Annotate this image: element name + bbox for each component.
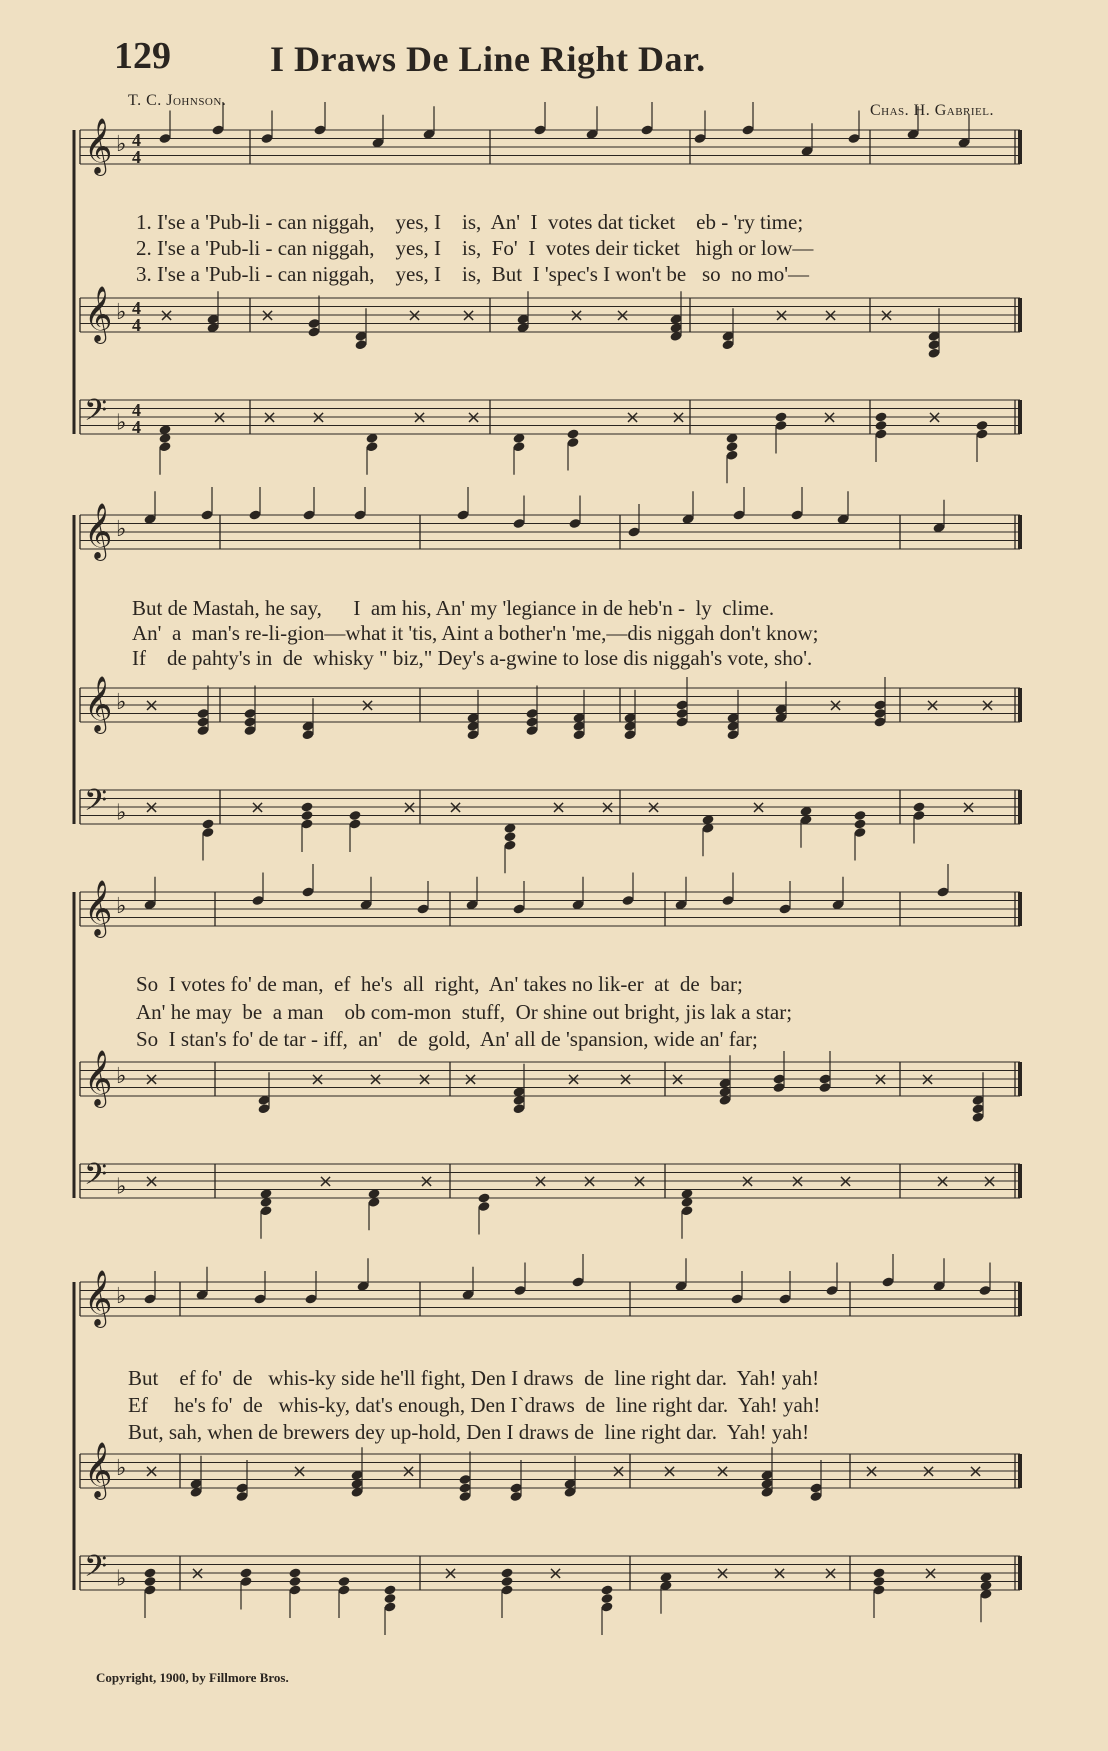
- hymn-title: I Draws De Line Right Dar.: [270, 39, 706, 79]
- rest-mark: ×: [968, 1460, 984, 1482]
- note-head: [874, 411, 887, 422]
- treble-clef: 𝄞: [84, 1270, 113, 1326]
- note-head: [143, 1567, 156, 1578]
- rest-mark: ×: [790, 1170, 806, 1192]
- note-head: [383, 1584, 396, 1595]
- rest-mark: ×: [715, 1460, 731, 1482]
- rest-mark: ×: [412, 406, 428, 428]
- rest-mark: ×: [461, 304, 477, 326]
- treble-clef: 𝄞: [84, 676, 113, 732]
- rest-mark: ×: [318, 1170, 334, 1192]
- lyric-line: Ef he's fo' de whis-ky, dat's enough, Den I`draws de line right dar. Yah! yah!: [128, 1393, 821, 1417]
- bass-clef: 𝄢: [84, 1550, 108, 1591]
- note-head: [239, 1567, 252, 1578]
- rest-mark: ×: [873, 1068, 889, 1090]
- note-head: [500, 1576, 513, 1587]
- flat-sign: ♭: [116, 410, 127, 436]
- bass-clef: 𝄢: [84, 784, 108, 825]
- rest-mark: ×: [982, 1170, 998, 1192]
- rest-mark: ×: [190, 1562, 206, 1584]
- time-signature: 4: [132, 147, 141, 167]
- note-head: [143, 1576, 156, 1587]
- note-head: [503, 831, 516, 842]
- rest-mark: ×: [144, 694, 160, 716]
- rest-mark: ×: [823, 304, 839, 326]
- rest-mark: ×: [212, 406, 228, 428]
- note-head: [500, 1567, 513, 1578]
- lyric-line: If de pahty's in de whisky " biz," Dey's a-gwine to lose dis niggah's vote, sho'.: [132, 646, 813, 670]
- rest-mark: ×: [879, 304, 895, 326]
- note-head: [477, 1192, 490, 1203]
- lyric-line: 2. I'se a 'Pub-li - can niggah, yes, I is, Fo' I votes deir ticket high or low—: [136, 236, 814, 260]
- rest-mark: ×: [920, 1068, 936, 1090]
- note-head: [600, 1584, 613, 1595]
- rest-mark: ×: [368, 1068, 384, 1090]
- flat-sign: ♭: [116, 690, 127, 715]
- rest-mark: ×: [615, 304, 631, 326]
- rest-mark: ×: [533, 1170, 549, 1192]
- rest-mark: ×: [419, 1170, 435, 1192]
- rest-mark: ×: [662, 1460, 678, 1482]
- lyric-line: 1. I'se a 'Pub-li - can niggah, yes, I is, An' I votes dat ticket eb - 'ry time;: [136, 210, 804, 234]
- bass-clef: 𝄢: [84, 1158, 108, 1199]
- note-head: [600, 1593, 613, 1604]
- rest-mark: ×: [310, 1068, 326, 1090]
- rest-mark: ×: [443, 1562, 459, 1584]
- rest-mark: ×: [751, 796, 767, 818]
- flat-sign: ♭: [116, 1174, 127, 1200]
- rest-mark: ×: [980, 694, 996, 716]
- rest-mark: ×: [715, 1562, 731, 1584]
- rest-mark: ×: [144, 796, 160, 818]
- rest-mark: ×: [463, 1068, 479, 1090]
- flat-sign: ♭: [116, 132, 127, 157]
- rest-mark: ×: [402, 796, 418, 818]
- rest-mark: ×: [925, 694, 941, 716]
- treble-clef: 𝄞: [84, 286, 113, 342]
- rest-mark: ×: [466, 406, 482, 428]
- rest-mark: ×: [632, 1170, 648, 1192]
- rest-mark: ×: [772, 1562, 788, 1584]
- rest-mark: ×: [262, 406, 278, 428]
- flat-sign: ♭: [116, 517, 127, 542]
- treble-clef: 𝄞: [84, 503, 113, 559]
- note-head: [201, 818, 214, 829]
- note-head: [288, 1567, 301, 1578]
- rest-mark: ×: [838, 1170, 854, 1192]
- lyricist-credit: T. C. Johnson.: [128, 92, 227, 109]
- rest-mark: ×: [618, 1068, 634, 1090]
- composer-credit: Chas. H. Gabriel.: [869, 102, 994, 119]
- note-head: [872, 1576, 885, 1587]
- time-signature: 4: [132, 298, 141, 318]
- lyric-line: But, sah, when de brewers dey up-hold, Den I draws de line right dar. Yah! yah!: [128, 1420, 810, 1444]
- rest-mark: ×: [569, 304, 585, 326]
- lyric-line: 3. I'se a 'Pub-li - can niggah, yes, I is, But I 'spec's I won't be so no mo'—: [136, 262, 810, 286]
- rest-mark: ×: [250, 796, 266, 818]
- rest-mark: ×: [774, 304, 790, 326]
- note-head: [348, 810, 361, 821]
- rest-mark: ×: [671, 406, 687, 428]
- rest-mark: ×: [611, 1460, 627, 1482]
- flat-sign: ♭: [116, 300, 127, 325]
- note-head: [383, 1593, 396, 1604]
- note-head: [300, 810, 313, 821]
- rest-mark: ×: [548, 1562, 564, 1584]
- time-signature: 4: [132, 315, 141, 335]
- lyric-line: But de Mastah, he say, I am his, An' my 'legiance in de heb'n - ly clime.: [132, 596, 775, 620]
- flat-sign: ♭: [116, 1456, 127, 1481]
- flat-sign: ♭: [116, 1284, 127, 1309]
- rest-mark: ×: [260, 304, 276, 326]
- rest-mark: ×: [961, 796, 977, 818]
- rest-mark: ×: [935, 1170, 951, 1192]
- note-head: [874, 420, 887, 431]
- rest-mark: ×: [822, 406, 838, 428]
- rest-mark: ×: [864, 1460, 880, 1482]
- rest-mark: ×: [600, 796, 616, 818]
- flat-sign: ♭: [116, 1566, 127, 1592]
- note-head: [337, 1576, 350, 1587]
- note-head: [725, 441, 738, 452]
- flat-sign: ♭: [116, 894, 127, 919]
- lyric-line: An' he may be a man ob com-mon stuff, Or shine out bright, jis lak a star;: [136, 1000, 793, 1024]
- note-head: [566, 428, 579, 439]
- bass-clef: 𝄢: [84, 394, 108, 435]
- lyric-line: An' a man's re-li-gion—what it 'tis, Aint a bother'n 'me,—dis niggah don't know;: [132, 621, 819, 645]
- copyright-notice: Copyright, 1900, by Fillmore Bros.: [96, 1670, 289, 1685]
- treble-clef: 𝄞: [84, 1050, 113, 1106]
- rest-mark: ×: [566, 1068, 582, 1090]
- hymn-number: 129: [114, 35, 171, 77]
- rest-mark: ×: [407, 304, 423, 326]
- note-head: [853, 818, 866, 829]
- note-head: [872, 1567, 885, 1578]
- time-signature: 4: [132, 130, 141, 150]
- lyric-line: But ef fo' de whis-ky side he'll fight, Den I draws de line right dar. Yah! yah!: [128, 1366, 820, 1390]
- rest-mark: ×: [144, 1068, 160, 1090]
- flat-sign: ♭: [116, 1064, 127, 1089]
- note-head: [853, 810, 866, 821]
- rest-mark: ×: [551, 796, 567, 818]
- time-signature: 4: [132, 400, 141, 420]
- rest-mark: ×: [740, 1170, 756, 1192]
- note-head: [975, 420, 988, 431]
- rest-mark: ×: [292, 1460, 308, 1482]
- treble-clef: 𝄞: [84, 118, 113, 174]
- rest-mark: ×: [923, 1562, 939, 1584]
- rest-mark: ×: [670, 1068, 686, 1090]
- note-head: [300, 801, 313, 812]
- rest-mark: ×: [921, 1460, 937, 1482]
- rest-mark: ×: [159, 304, 175, 326]
- rest-mark: ×: [625, 406, 641, 428]
- treble-clef: 𝄞: [84, 880, 113, 936]
- lyric-line: So I votes fo' de man, ef he's all right, An' takes no lik-er at de bar;: [136, 972, 743, 996]
- lyric-line: So I stan's fo' de tar - iff, an' de gold, An' all de 'spansion, wide an' far;: [136, 1027, 758, 1051]
- rest-mark: ×: [582, 1170, 598, 1192]
- note-head: [774, 411, 787, 422]
- rest-mark: ×: [360, 694, 376, 716]
- rest-mark: ×: [401, 1460, 417, 1482]
- note-head: [912, 801, 925, 812]
- rest-mark: ×: [823, 1562, 839, 1584]
- rest-mark: ×: [828, 694, 844, 716]
- treble-clef: 𝄞: [84, 1442, 113, 1498]
- rest-mark: ×: [144, 1170, 160, 1192]
- note-head: [288, 1576, 301, 1587]
- rest-mark: ×: [646, 796, 662, 818]
- flat-sign: ♭: [116, 800, 127, 826]
- rest-mark: ×: [927, 406, 943, 428]
- rest-mark: ×: [311, 406, 327, 428]
- rest-mark: ×: [144, 1460, 160, 1482]
- rest-mark: ×: [448, 796, 464, 818]
- rest-mark: ×: [417, 1068, 433, 1090]
- time-signature: 4: [132, 417, 141, 437]
